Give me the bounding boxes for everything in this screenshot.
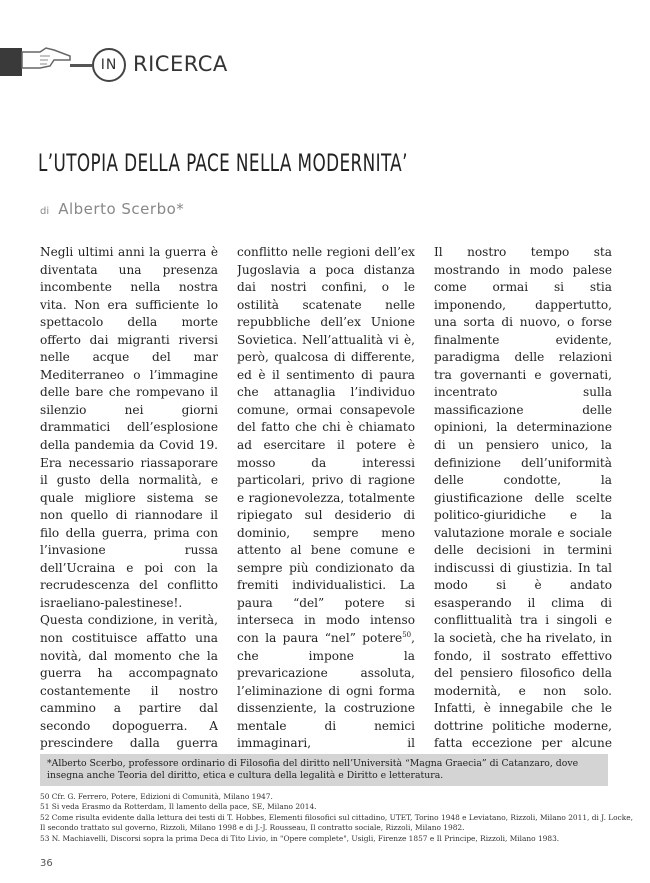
byline-prefix: di (40, 206, 50, 217)
footnote-50: 50 Cfr. G. Ferrero, Potere, Edizioni di Comunità, Milano 1947. (40, 792, 273, 801)
header-accent-bar (0, 48, 22, 76)
author-note: *Alberto Scerbo, professore ordinario di Filosofia del diritto nell’Università “Magna Graecia” di Catanzaro, dove insegna anche Teoria del diritto, etica e cultura della legalità e Diritto e letteratura. (40, 754, 608, 786)
footnotes (40, 792, 633, 844)
footnote-52: 52 Come risulta evidente dalla lettura dei testi di T. Hobbes, Elementi filosofici sul cittadino, UTET, Torino 1948 e Leviatano, Rizzoli, Milano 2011, di J. Locke, (40, 812, 633, 822)
column-3-text (434, 244, 612, 754)
column-2-text (237, 244, 415, 754)
column-2-text-b: , che impone la prevaricazione assoluta, l’eliminazione di ogni forma dissenziente, la costruzione mentale di nemici immaginari, il (237, 631, 415, 751)
column-3 (434, 244, 612, 754)
footnote-52-cont: Il secondo trattato sul governo, Rizzoli, Milano 1998 e di J.-J. Rousseau, Il contratto sociale, Rizzoli, Milano 1982. (40, 823, 465, 833)
footnote-ref-50[interactable]: 50 (402, 631, 412, 639)
column-1 (40, 244, 218, 754)
footnote-53: 53 N. Machiavelli, Discorsi sopra la prima Deca di Tito Livio, in "Opere complete", Usigli, Firenze 1857 e Il Principe, Rizzoli, Milano 1983. (40, 833, 560, 843)
page-number: 36 (40, 858, 53, 869)
column-2-text-a: conflitto nelle regioni dell’ex Jugoslavia a poca distanza dai nostri confini, o le ostilità scatenate nelle repubbliche dell’ex Unione Sovietica. Nell’attualità vi è, però, qualcosa di differente, ed è il sentimento di paura che attanaglia l’individuo comune, ormai consapevole del fatto che chi è chiamato ad esercitare il potere è mosso da interessi particolari, privo di ragione e ragionevolezza, totalmente ripiegato sul desiderio di dominio, sempre meno attento al bene comune e sempre più condizionato da fremiti individualistici. La paura “del” potere si interseca in modo intenso con la paura “nel” potere (237, 245, 415, 646)
column-2 (237, 244, 415, 754)
column-3-text-a: Il nostro tempo sta mostrando in modo palese come ormai si stia imponendo, dappertutto, una sorta di nuovo, o forse finalmente evidente, paradigma delle relazioni tra governanti e governati, incentrato sulla massificazione delle opinioni, la determinazione di un pensiero unico, la definizione dell’uniformità delle condotte, la giustificazione delle scelte politico-giuridiche e la valutazione morale e sociale delle decisioni in termini indiscussi di giustizia. In tal modo si è andato esasperando il clima di conflittualità tra i singoli e la società, che ha rivelato, in fondo, il sostrato effettivo del pensiero filosofico della modernità, e non solo. Infatti, è innegabile che le dottrine politiche moderne, fatta eccezione per alcune (434, 245, 612, 751)
article-body (40, 244, 612, 754)
article-title: L’UTOPIA DELLA PACE NELLA MODERNITA’ (38, 149, 408, 177)
section-title: RICERCA (133, 52, 228, 76)
byline (40, 199, 184, 218)
header-connector-line (70, 64, 92, 67)
footnote-51: 51 Si veda Erasmo da Rotterdam, Il lamento della pace, SE, Milano 2014. (40, 802, 317, 812)
column-1-text: Negli ultimi anni la guerra è diventata una presenza incombente nella nostra vita. Non era sufficiente lo spettacolo della morte offerto dai migranti riversi nelle acque del mar Mediterraneo o l’immagine delle bare che rompevano il silenzio nei giorni drammatici dell’esplosione della pandemia da Covid 19. Era necessario riassaporare il gusto della normalità, e quale migliore sistema se non quello di riannodare il filo della guerra, prima con l’invasione russa dell’Ucraina e poi con la recrudescenza del conflitto israeliano-palestinese!. Questa condizione, in verità, non costituisce affatto una novità, dal momento che la guerra ha accompagnato costantemente il nostro cammino a partire dal secondo dopoguerra. A prescindere dalla guerra (40, 245, 218, 751)
pointing-hand-icon (20, 44, 78, 74)
section-badge (92, 48, 126, 82)
section-badge-text: IN (100, 57, 118, 73)
author-name: Alberto Scerbo* (58, 200, 185, 218)
